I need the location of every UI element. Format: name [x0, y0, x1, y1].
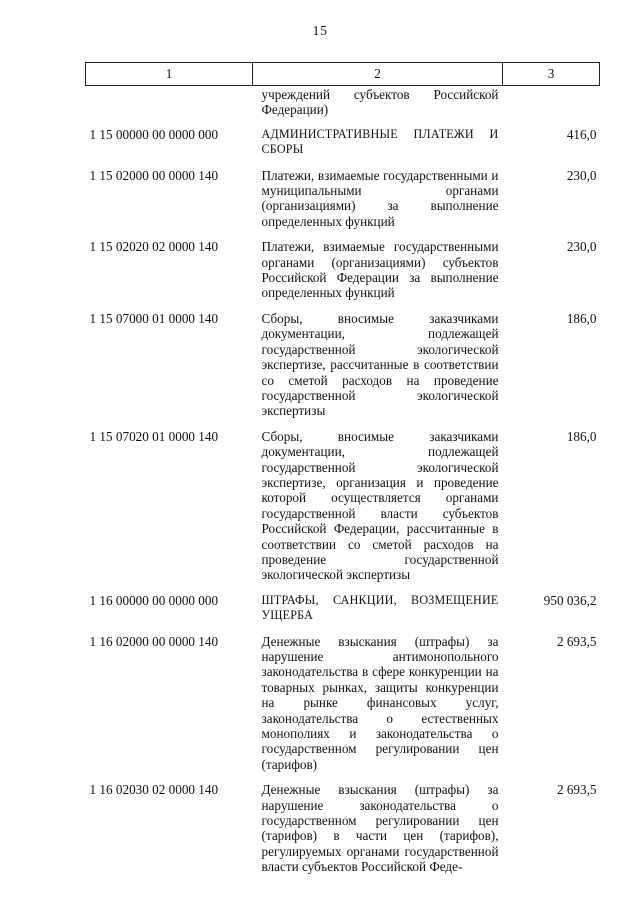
row-name: Платежи, взимаемые государственными и муниципальными органами (организациями) за выполнение определенных функций: [261, 167, 499, 229]
page-number: 15: [312, 24, 328, 39]
header-col-name: 2: [253, 63, 503, 86]
table-row: [86, 236, 600, 308]
header-col-amount: 3: [503, 63, 600, 86]
header-row: [86, 63, 600, 86]
continuation-text: учреждений субъектов Российской Федерации): [261, 87, 499, 118]
row-name: Сборы, вносимые заказчиками документации, подлежащей государственной экологической экспертизе, организация и проведение которой осуществляется органами государственной власти субъектов Российской Федерации, рассчитанные в соответствии со сметой расходов на проведение государственной экологической экспертизы: [261, 428, 499, 583]
row-name: Платежи, взимаемые государственными органами (организациями) субъектов Российской Федерации за выполнение определенных функций: [261, 239, 499, 301]
row-amount: 950 036,2: [543, 592, 597, 608]
row-name: Денежные взыскания (штрафы) за нарушение законодательства о государственном регулировании цен (тарифов) в части цен (тарифов), регулируемых органами государственной власти субъектов Российской Феде-: [261, 782, 499, 875]
table-row: [86, 426, 600, 590]
row-code: 1 15 02020 02 0000 140: [89, 239, 219, 255]
row-code: 1 16 02030 02 0000 140: [89, 782, 219, 798]
row-code: 1 15 02000 00 0000 140: [89, 167, 219, 183]
row-code: 1 15 07000 01 0000 140: [89, 310, 219, 326]
row-amount: 416,0: [566, 126, 597, 142]
table-row: [86, 165, 600, 237]
table-header: [86, 63, 600, 86]
row-amount: 2 693,5: [556, 633, 597, 649]
row-name: АДМИНИСТРАТИВНЫЕ ПЛАТЕЖИ И СБОРЫ: [261, 126, 499, 157]
continuation-row: [86, 86, 600, 124]
table-row: [86, 308, 600, 426]
row-name: Денежные взыскания (штрафы) за нарушение антимонопольного законодательства в сфере конкуренции на товарных рынках, защиты конкуренции на рынке финансовых услуг, законодательства о естественных монополиях и законодательства о государственном регулировании цен (тарифов): [261, 633, 499, 772]
table-body: [86, 86, 600, 882]
table-row: [86, 631, 600, 780]
row-code: 1 16 00000 00 0000 000: [89, 592, 219, 608]
table-row: [86, 590, 600, 631]
row-amount: 2 693,5: [556, 782, 597, 798]
row-amount: 230,0: [566, 239, 597, 255]
table-row: [86, 124, 600, 165]
budget-revenue-table: [85, 62, 600, 882]
continuation-code: [86, 86, 253, 124]
header-col-code: 1: [86, 63, 253, 86]
row-name: Сборы, вносимые заказчиками документации, подлежащей государственной экологической экспертизе, рассчитанные в соответствии со сметой расходов на проведение государственной экологической экспертизы: [261, 310, 499, 419]
row-code: 1 15 00000 00 0000 000: [89, 126, 219, 142]
row-amount: 186,0: [566, 310, 597, 326]
table-row: [86, 779, 600, 881]
row-amount: 186,0: [566, 428, 597, 444]
row-amount: 230,0: [566, 167, 597, 183]
row-code: 1 16 02000 00 0000 140: [89, 633, 219, 649]
row-name: ШТРАФЫ, САНКЦИИ, ВОЗМЕЩЕНИЕ УЩЕРБА: [261, 592, 499, 623]
continuation-amount: [503, 86, 600, 124]
row-code: 1 15 07020 01 0000 140: [89, 428, 219, 444]
